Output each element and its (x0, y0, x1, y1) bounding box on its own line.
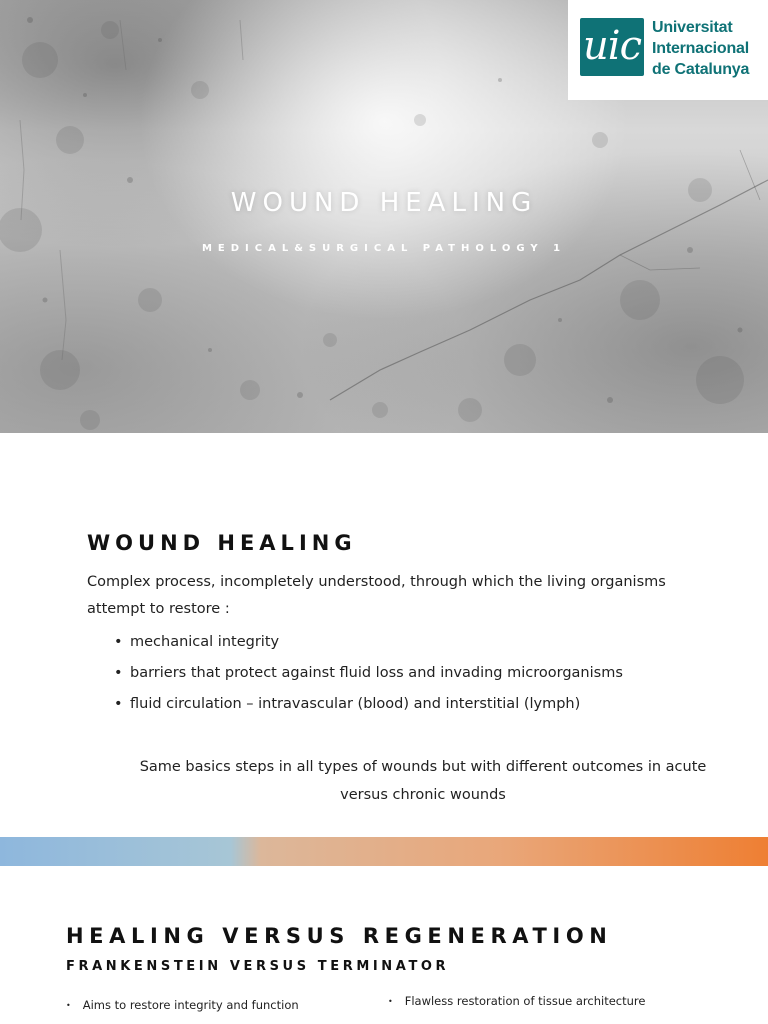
logo-text-line3: de Catalunya (652, 61, 750, 78)
slide-title: WOUND HEALING (230, 188, 538, 218)
uic-logo-mark: uic (580, 18, 644, 76)
right-column-bullet (388, 994, 645, 1008)
slide-subheading: FRANKENSTEIN VERSUS TERMINATOR (66, 959, 450, 974)
list-item (114, 658, 623, 689)
logo-text-line1: Universitat (652, 19, 733, 36)
uic-logo (568, 0, 768, 100)
bullet-icon: • (66, 1001, 71, 1010)
title-slide (0, 0, 768, 433)
slide-heading: HEALING VERSUS REGENERATION (66, 924, 613, 948)
gradient-divider-band (0, 837, 768, 866)
summary-note: Same basics steps in all types of wounds but with different outcomes in acute versus chronic wounds (139, 759, 707, 803)
healing-vs-regeneration-slide (0, 866, 768, 1024)
bullet-icon: • (114, 665, 123, 681)
slide-heading: WOUND HEALING (87, 531, 357, 555)
list-item (114, 689, 623, 720)
slide-subtitle: MEDICAL&SURGICAL PATHOLOGY 1 (201, 243, 567, 254)
bullet-text: Aims to restore integrity and function (82, 998, 299, 1012)
bullet-icon: • (388, 997, 393, 1006)
bullet-text: mechanical integrity (130, 634, 280, 650)
wound-healing-slide (0, 433, 768, 837)
intro-paragraph: Complex process, incompletely understood, through which the living organisms attempt to restore : (87, 574, 666, 617)
bullet-icon: • (114, 634, 123, 650)
bullet-list (114, 627, 623, 720)
left-column-bullet (66, 998, 299, 1012)
list-item (114, 627, 623, 658)
logo-text-line2: Internacional (652, 40, 749, 57)
bullet-text: fluid circulation – intravascular (blood) and interstitial (lymph) (130, 696, 581, 712)
bullet-text: Flawless restoration of tissue architecture (404, 994, 646, 1008)
bullet-icon: • (114, 696, 123, 712)
bullet-text: barriers that protect against fluid loss and invading microorganisms (130, 665, 623, 681)
